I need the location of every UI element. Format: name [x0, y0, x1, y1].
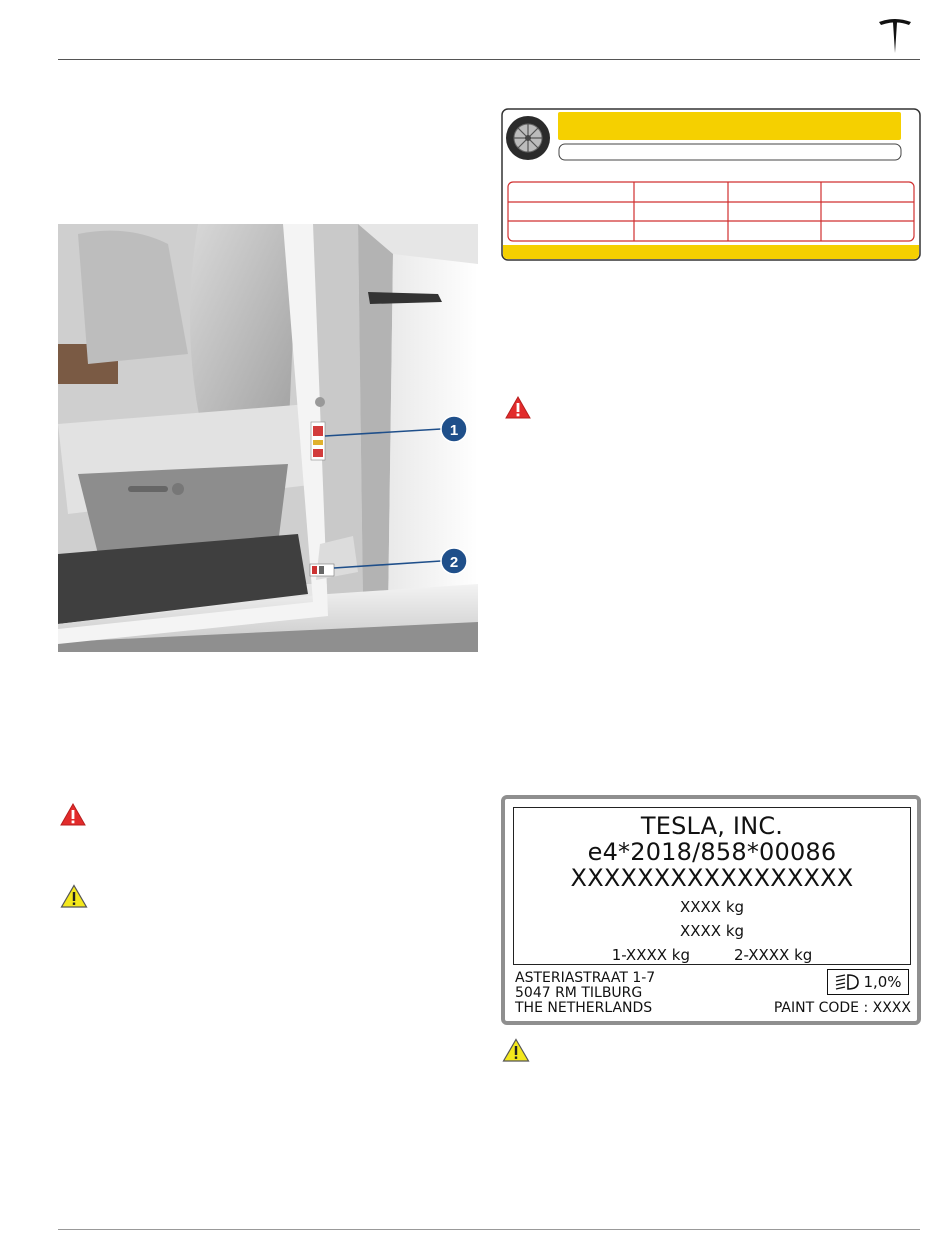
plate-address-line2: 5047 RM TILBURG — [515, 985, 643, 1001]
plate-axle-masses — [514, 943, 910, 967]
plate-manufacturer: TESLA, INC. — [640, 812, 784, 840]
tire-loading-label — [501, 108, 921, 261]
plate-vin: XXXXXXXXXXXXXXXXX — [570, 864, 854, 892]
tire-icon — [506, 116, 550, 160]
plate-headlamp-aim-value: 1,0% — [863, 973, 902, 991]
callout-1-number: 1 — [449, 422, 459, 439]
warning-triangle-icon — [60, 803, 86, 827]
plate-paint-code: PAINT CODE : XXXX — [773, 1000, 911, 1016]
vehicle-id-plate — [501, 795, 921, 1025]
plate-approval-number: e4*2018/858*00086 — [587, 838, 837, 866]
warning-triangle-icon — [505, 396, 531, 420]
plate-axle-1: 1-XXXX kg — [611, 946, 690, 964]
door-pillar-figure — [58, 224, 478, 652]
vehicle-id-plate-main — [513, 807, 911, 965]
caution-triangle-icon — [502, 1038, 530, 1063]
callout-1 — [441, 416, 467, 442]
footer-rule — [58, 1229, 920, 1230]
plate-headlamp-aim — [827, 969, 909, 995]
callout-2 — [441, 548, 467, 574]
plate-axle-2: 2-XXXX kg — [734, 946, 813, 964]
header-rule — [58, 59, 920, 60]
headlamp-low-beam-icon — [834, 973, 860, 991]
tesla-logo-icon — [875, 16, 915, 56]
plate-mass-1: XXXX kg — [679, 898, 745, 916]
plate-mass-2: XXXX kg — [679, 922, 745, 940]
caution-triangle-icon — [60, 884, 88, 909]
callout-2-number: 2 — [449, 554, 459, 571]
plate-address-line1: ASTERIASTRAAT 1-7 — [515, 970, 656, 986]
plate-address-line3: THE NETHERLANDS — [515, 1000, 653, 1016]
